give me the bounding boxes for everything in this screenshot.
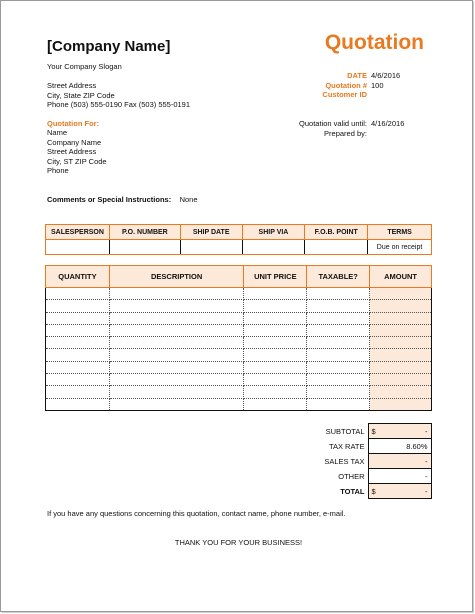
footer-contact-note: If you have any questions concerning this quotation, contact name, phone number, e-mail. (47, 509, 346, 518)
valid-until-value[interactable]: 4/16/2016 (371, 119, 405, 128)
meta-labels (251, 71, 367, 100)
taxable-cell[interactable] (307, 288, 370, 300)
quotation-number-value[interactable]: 100 (371, 80, 384, 90)
quantity-cell[interactable] (46, 300, 110, 312)
customer-name[interactable]: Name (47, 128, 68, 137)
taxable-cell[interactable] (307, 337, 370, 349)
line-item-row (46, 324, 432, 336)
taxable-cell[interactable] (307, 300, 370, 312)
total-value (368, 484, 431, 499)
quantity-cell[interactable] (46, 386, 110, 398)
amount-cell[interactable] (370, 312, 432, 324)
po-number-header: P.O. NUMBER (109, 225, 180, 240)
amount-cell[interactable] (370, 398, 432, 410)
amount-cell[interactable] (370, 361, 432, 373)
date-value[interactable]: 4/6/2016 (371, 71, 401, 80)
quantity-cell[interactable] (46, 374, 110, 386)
meta-values (371, 71, 400, 100)
fob-point-cell[interactable] (305, 240, 368, 255)
salesperson-cell[interactable] (46, 240, 110, 255)
amount-cell[interactable] (370, 288, 432, 300)
unit-price-cell[interactable] (244, 312, 307, 324)
line-item-row (46, 386, 432, 398)
amount-cell[interactable] (370, 386, 432, 398)
unit-price-cell[interactable] (244, 337, 307, 349)
customer-phone[interactable]: Phone (47, 166, 69, 175)
ship-date-cell[interactable] (180, 240, 242, 255)
order-info-table (45, 224, 432, 255)
other-label: OTHER (338, 471, 365, 481)
subtotal-amount: - (425, 426, 428, 436)
line-item-row (46, 361, 432, 373)
ship-via-header: SHIP VIA (242, 225, 305, 240)
comments-line (47, 195, 198, 204)
description-cell[interactable] (109, 337, 244, 349)
quantity-cell[interactable] (46, 324, 110, 336)
description-cell[interactable] (109, 374, 244, 386)
order-info-header-row (46, 225, 432, 240)
customer-id-label: Customer ID (322, 90, 367, 99)
amount-cell[interactable] (370, 324, 432, 336)
amount-cell[interactable] (370, 349, 432, 361)
terms-header: TERMS (368, 225, 432, 240)
description-cell[interactable] (109, 386, 244, 398)
subtotal-value (368, 424, 431, 439)
sales-tax-value: - (368, 454, 431, 469)
taxable-cell[interactable] (307, 324, 370, 336)
total-amount: - (425, 486, 428, 496)
line-item-row (46, 374, 432, 386)
thank-you-message: THANK YOU FOR YOUR BUSINESS! (174, 538, 303, 547)
quantity-cell[interactable] (46, 398, 110, 410)
amount-cell[interactable] (370, 300, 432, 312)
description-cell[interactable] (109, 361, 244, 373)
fob-point-header: F.O.B. POINT (305, 225, 368, 240)
description-header: DESCRIPTION (109, 266, 244, 288)
description-cell[interactable] (109, 398, 244, 410)
line-item-row (46, 312, 432, 324)
quantity-header: QUANTITY (46, 266, 110, 288)
unit-price-header: UNIT PRICE (244, 266, 307, 288)
taxable-cell[interactable] (307, 349, 370, 361)
valid-until-label: Quotation valid until: (299, 119, 367, 128)
address-line: City, State ZIP Code (47, 90, 115, 100)
quotation-number-label: Quotation # (325, 80, 367, 90)
ship-date-header: SHIP DATE (180, 225, 242, 240)
line-items-header-row (46, 266, 432, 288)
unit-price-cell[interactable] (244, 361, 307, 373)
unit-price-cell[interactable] (244, 374, 307, 386)
description-cell[interactable] (109, 312, 244, 324)
total-currency: $ (371, 487, 376, 496)
taxable-cell[interactable] (307, 361, 370, 373)
prepared-by-value[interactable] (371, 129, 404, 139)
taxable-cell[interactable] (307, 374, 370, 386)
line-item-row (46, 398, 432, 410)
customer-city[interactable]: City, ST ZIP Code (47, 156, 107, 166)
line-items-table (45, 265, 432, 411)
total-row (301, 484, 431, 499)
quantity-cell[interactable] (46, 337, 110, 349)
other-value[interactable]: - (368, 469, 431, 484)
prepared-by-label: Prepared by: (324, 128, 367, 138)
sales-tax-label: SALES TAX (324, 456, 365, 466)
line-item-row (46, 337, 432, 349)
total-label: TOTAL (340, 486, 365, 496)
unit-price-cell[interactable] (244, 288, 307, 300)
comments-value[interactable]: None (179, 195, 198, 204)
terms-cell[interactable]: Due on receipt (368, 240, 432, 255)
taxable-header: TAXABLE? (307, 266, 370, 288)
order-info-value-row (46, 240, 432, 255)
ship-via-cell[interactable] (242, 240, 305, 255)
unit-price-cell[interactable] (244, 300, 307, 312)
address-line: Street Address (47, 81, 97, 90)
quantity-cell[interactable] (46, 312, 110, 324)
line-item-row (46, 288, 432, 300)
tax-rate-value[interactable]: 8.60% (368, 439, 431, 454)
taxable-cell[interactable] (307, 312, 370, 324)
amount-cell[interactable] (370, 337, 432, 349)
address-line: Phone (503) 555-0190 Fax (503) 555-0191 (47, 100, 191, 109)
totals-table (301, 423, 432, 499)
taxable-cell[interactable] (307, 386, 370, 398)
amount-header: AMOUNT (370, 266, 432, 288)
description-cell[interactable] (109, 324, 244, 336)
quantity-cell[interactable] (46, 349, 110, 361)
unit-price-cell[interactable] (244, 398, 307, 410)
taxable-cell[interactable] (307, 398, 370, 410)
sales-tax-row (301, 454, 431, 469)
validity-labels (251, 119, 367, 138)
tax-rate-label: TAX RATE (328, 441, 365, 451)
line-item-row (46, 349, 432, 361)
amount-cell[interactable] (370, 374, 432, 386)
salesperson-header: SALESPERSON (46, 225, 110, 240)
unit-price-cell[interactable] (244, 386, 307, 398)
quotation-for-block (47, 128, 107, 176)
quotation-for-title: Quotation For: (47, 119, 100, 128)
quantity-cell[interactable] (46, 361, 110, 373)
company-address (47, 81, 190, 110)
unit-price-cell[interactable] (244, 349, 307, 361)
customer-id-value[interactable] (371, 90, 400, 100)
line-item-row (46, 300, 432, 312)
subtotal-currency: $ (371, 427, 376, 436)
quantity-cell[interactable] (46, 288, 110, 300)
document-title: Quotation (324, 31, 424, 54)
customer-company[interactable]: Company Name (47, 137, 102, 147)
description-cell[interactable] (109, 349, 244, 361)
tax-rate-row (301, 439, 431, 454)
validity-values (371, 119, 404, 138)
subtotal-label: SUBTOTAL (325, 426, 365, 436)
po-number-cell[interactable] (109, 240, 180, 255)
description-cell[interactable] (109, 300, 244, 312)
other-row (301, 469, 431, 484)
description-cell[interactable] (109, 288, 244, 300)
unit-price-cell[interactable] (244, 324, 307, 336)
company-slogan: Your Company Slogan (47, 62, 122, 71)
company-name: [Company Name] (47, 38, 171, 55)
subtotal-row (301, 424, 431, 439)
comments-label: Comments or Special Instructions: (47, 195, 172, 204)
customer-street[interactable]: Street Address (47, 147, 97, 156)
date-label: DATE (347, 71, 367, 80)
